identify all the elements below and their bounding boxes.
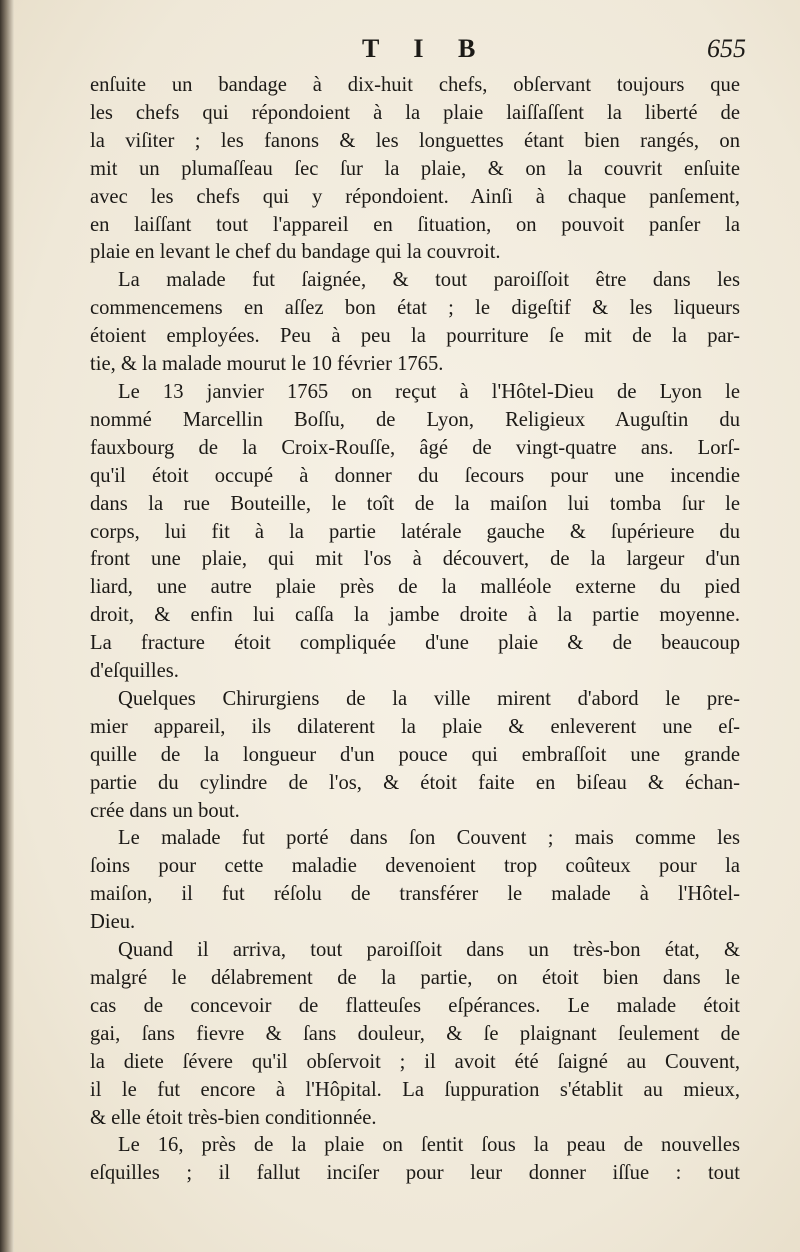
- text-line: tie, & la malade mourut le 10 février 1765.: [90, 353, 444, 376]
- text-line: Quand il arriva, tout paroiſſoit dans un très-bon état, &: [118, 939, 740, 962]
- text-line: ſoins pour cette maladie devenoient trop coûteux pour la: [90, 855, 740, 878]
- text-line: La malade fut ſaignée, & tout paroiſſoit être dans les: [118, 269, 740, 292]
- paragraph-1: [90, 72, 740, 267]
- text-line: maiſon, il fut réſolu de transférer le malade à l'Hôtel-: [90, 883, 740, 906]
- text-line: La fracture étoit compliquée d'une plaie & de beaucoup: [90, 632, 740, 655]
- text-line: plaie en levant le chef du bandage qui la couvroit.: [90, 241, 501, 264]
- text-line: en laiſſant tout l'appareil en ſituation, on pouvoit panſer la: [90, 213, 740, 236]
- text-line: fauxbourg de la Croix-Rouſſe, âgé de vingt-quatre ans. Lorſ-: [90, 436, 740, 459]
- running-head: T I B: [362, 34, 490, 63]
- text-line: d'eſquilles.: [90, 660, 179, 683]
- paragraph-4: [90, 686, 740, 826]
- page-number: 655: [707, 34, 746, 63]
- paragraph-3: [90, 379, 740, 686]
- text-line: corps, lui fit à la partie latérale gauche & ſupérieure du: [90, 520, 740, 543]
- text-line: dans la rue Bouteille, le toît de la maiſon lui tomba ſur le: [90, 492, 740, 515]
- text-line: enſuite un bandage à dix-huit chefs, obſervant toujours que: [90, 74, 740, 96]
- text-line: mier appareil, ils dilaterent la plaie & enleverent une eſ-: [90, 715, 740, 738]
- text-line: Quelques Chirurgiens de la ville mirent d'abord le pre-: [118, 687, 740, 710]
- text-line: gai, ſans fievre & ſans douleur, & ſe plaignant ſeulement de: [90, 1022, 740, 1045]
- text-line: partie du cylindre de l'os, & étoit faite en biſeau & échan-: [90, 771, 740, 794]
- text-line: avec les chefs qui y répondoient. Ainſi à chaque panſement,: [90, 185, 740, 208]
- page-header: [90, 30, 750, 70]
- text-line: les chefs qui répondoient à la plaie laiſſaſſent la liberté de: [90, 101, 740, 124]
- paragraph-7: [90, 1132, 740, 1188]
- text-line: cas de concevoir de flatteuſes eſpérances. Le malade étoit: [90, 994, 740, 1017]
- text-line: Dieu.: [90, 911, 136, 934]
- paragraph-5: [90, 825, 740, 937]
- body-text: [90, 72, 740, 1188]
- paragraph-2: [90, 267, 740, 379]
- text-line: droit, & enfin lui caſſa la jambe droite à la partie moyenne.: [90, 604, 740, 627]
- text-line: nommé Marcellin Boſſu, de Lyon, Religieux Auguſtin du: [90, 408, 740, 431]
- text-line: étoient employées. Peu à peu la pourriture ſe mit de la par-: [90, 325, 740, 348]
- page-binding-edge: [0, 0, 14, 1252]
- text-line: la viſiter ; les fanons & les longuettes étant bien rangés, on: [90, 129, 740, 152]
- text-line: eſquilles ; il fallut inciſer pour leur donner iſſue : tout: [90, 1162, 740, 1185]
- text-line: Le malade fut porté dans ſon Couvent ; mais comme les: [118, 827, 740, 850]
- text-line: mit un plumaſſeau ſec ſur la plaie, & on la couvrit enſuite: [90, 157, 740, 180]
- text-line: quille de la longueur d'un pouce qui embraſſoit une grande: [90, 743, 740, 766]
- text-line: la diete ſévere qu'il obſervoit ; il avoit été ſaigné au Couvent,: [90, 1050, 740, 1073]
- text-line: crée dans un bout.: [90, 799, 240, 822]
- text-line: malgré le délabrement de la partie, on étoit bien dans le: [90, 967, 740, 989]
- text-line: qu'il étoit occupé à donner du ſecours pour une incendie: [90, 464, 740, 487]
- text-line: commencemens en aſſez bon état ; le digeſtif & les liqueurs: [90, 297, 740, 320]
- paragraph-6: [90, 937, 740, 1132]
- text-line: liard, une autre plaie près de la malléole externe du pied: [90, 576, 740, 599]
- text-line: Le 16, près de la plaie on ſentit ſous la peau de nouvelles: [118, 1134, 740, 1157]
- text-line: & elle étoit très-bien conditionnée.: [90, 1106, 377, 1129]
- text-line: front une plaie, qui mit l'os à découvert, de la largeur d'un: [90, 548, 740, 571]
- text-line: Le 13 janvier 1765 on reçut à l'Hôtel-Dieu de Lyon le: [118, 380, 740, 403]
- text-line: il le fut encore à l'Hôpital. La ſuppuration s'établit au mieux,: [90, 1078, 740, 1101]
